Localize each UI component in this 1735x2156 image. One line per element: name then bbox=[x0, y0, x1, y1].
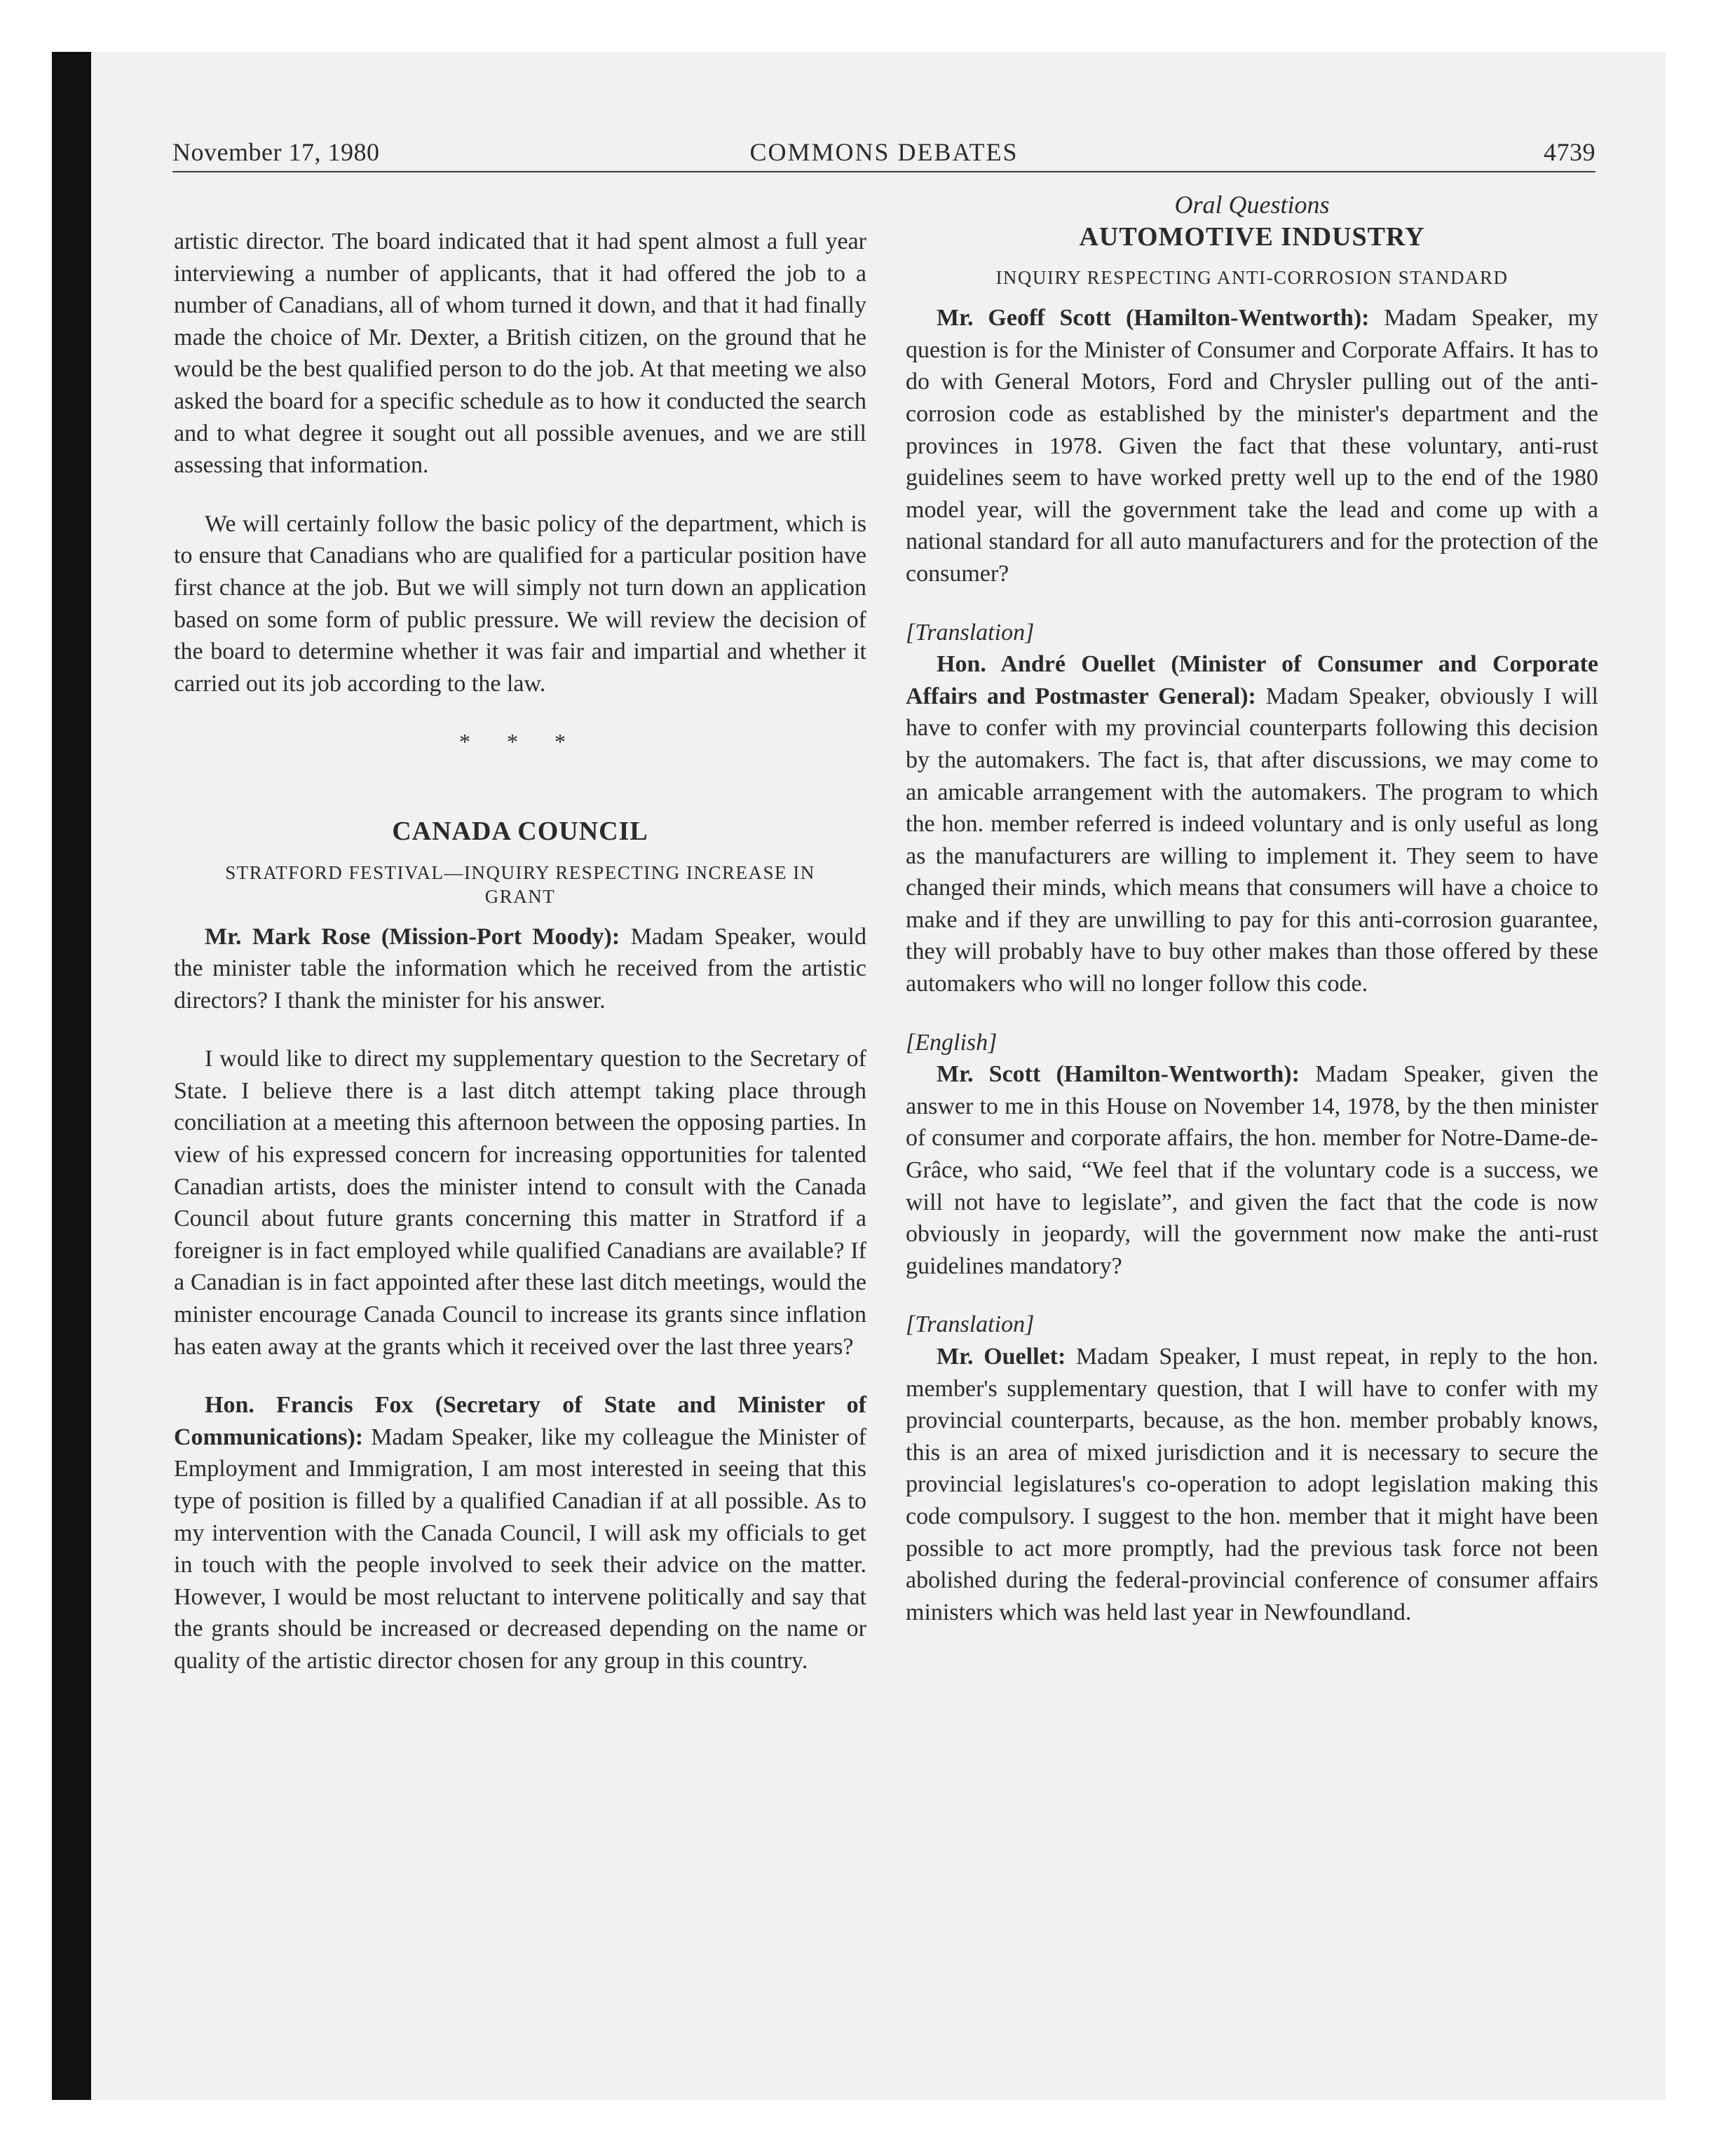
section-separator: * * * bbox=[459, 729, 581, 755]
speaker-scott: Mr. Scott (Hamilton-Wentworth): bbox=[937, 1061, 1300, 1088]
language-note-translation-2: [Translation] bbox=[906, 1311, 1035, 1338]
right-paragraph-4 bbox=[906, 1341, 1598, 1628]
section-title-canada-council: CANADA COUNCIL bbox=[392, 816, 648, 846]
right-paragraph-2 bbox=[906, 648, 1598, 1000]
sub-heading-anti-corrosion: INQUIRY RESPECTING ANTI-CORROSION STANDARD bbox=[995, 267, 1509, 289]
speaker-geoff-scott: Mr. Geoff Scott (Hamilton-Wentworth): bbox=[937, 305, 1370, 332]
section-title-automotive-industry: AUTOMOTIVE INDUSTRY bbox=[1079, 221, 1425, 252]
left-paragraph-1: artistic director. The board indicated that it had spent almost a full year interviewing a number of applicants, that it had offered the job to a number of Canadians, all of whom turned it down, and that it had finally made the choice of Mr. Dexter, a British citizen, on the ground that he would be the best qualified person to do the job. At that meeting we also asked the board for a specific schedule as to how it conducted the search and to what degree it sought out all possible avenues, and we are still assessing that information. bbox=[174, 228, 866, 479]
language-note-translation-1: [Translation] bbox=[906, 619, 1035, 646]
scan-border bbox=[52, 52, 91, 2100]
sub-heading-stratford: STRATFORD FESTIVAL—INQUIRY RESPECTING INCREASE IN GRANT bbox=[225, 861, 815, 907]
left-paragraph-3-text: Madam Speaker, would the minister table the information which he received from the artistic directors? I thank the minister for his answer. bbox=[174, 923, 866, 1014]
language-note-english: [English] bbox=[906, 1029, 998, 1056]
speaker-francis-fox: Hon. Francis Fox (Secretary of State and Minister of Communications): bbox=[174, 1392, 866, 1450]
document-page bbox=[91, 52, 1666, 2100]
speaker-mark-rose: Mr. Mark Rose (Mission-Port Moody): bbox=[205, 923, 620, 950]
left-paragraph-2: We will certainly follow the basic policy of the department, which is to ensure that Canadians who are qualified for a particular position have first chance at the job. But we will simply not turn down an application based on some form of public pressure. We will review the decision of the board to determine whether it was fair and impartial and whether it carried out its job according to the law. bbox=[174, 510, 866, 697]
page-header bbox=[172, 136, 1595, 172]
left-paragraph-3 bbox=[174, 921, 866, 1017]
right-paragraph-1-text: Madam Speaker, my question is for the Minister of Consumer and Corporate Affairs. It has to do with General Motors, Ford and Chrysler pulling out of the anti-corrosion code as established by the minister's department and the provinces in 1978. Given the fact that these voluntary, anti-rust guidelines seem to have worked pretty well up to the end of the 1980 model year, will the government take the lead and come up with a national standard for all auto manufacturers and for the protection of the consumer? bbox=[906, 305, 1598, 587]
header-title: COMMONS DEBATES bbox=[749, 138, 1019, 166]
rubric-oral-questions: Oral Questions bbox=[1174, 191, 1330, 219]
right-paragraph-3 bbox=[906, 1058, 1598, 1282]
left-paragraph-5 bbox=[174, 1389, 866, 1677]
right-paragraph-2-text: Madam Speaker, obviously I will have to confer with my provincial counterparts following this decision by the automakers. The fact is, that after discussions, we may come to an amicable arrangement with the automakers. The program to which the hon. member referred is indeed voluntary and is only useful as long as the manufacturers are willing to implement it. They seem to have changed their minds, which means that consumers will have a choice to make and if they are unwilling to pay for this anti-corrosion guarantee, they will probably have to buy other makes than those offered by these automakers who will no longer follow this code. bbox=[906, 683, 1598, 997]
right-paragraph-4-text: Madam Speaker, I must repeat, in reply to the hon. member's supplementary question, that I will have to confer with my provincial counterparts, because, as the hon. member probably knows, this is an area of mixed jurisdiction and it is necessary to secure the provincial legislatures's co-operation to adopt legislation making this code compulsory. I suggest to the hon. member that it might have been possible to act more promptly, had the previous task force not been abolished during the federal-provincial conference of consumer affairs ministers which was held last year in Newfoundland. bbox=[906, 1344, 1598, 1625]
right-column bbox=[906, 189, 1598, 1628]
header-page-number: 4739 bbox=[1544, 138, 1595, 166]
speaker-andre-ouellet: Hon. André Ouellet (Minister of Consumer and Corporate Affairs and Postmaster General): bbox=[906, 651, 1598, 709]
left-column bbox=[174, 226, 866, 1677]
right-paragraph-3-text: Madam Speaker, given the answer to me in this House on November 14, 1978, by the then minister of consumer and corporate affairs, the hon. member for Notre-Dame-de-Grâce, who said, “We feel that if the voluntary code is a success, we will not have to legislate”, and given the fact that the code is now obviously in jeopardy, will the government now make the anti-rust guidelines mandatory? bbox=[906, 1061, 1598, 1279]
header-date: November 17, 1980 bbox=[172, 138, 380, 166]
left-paragraph-4: I would like to direct my supplementary question to the Secretary of State. I believe there is a last ditch attempt taking place through conciliation at a meeting this afternoon between the opposing parties. In view of his expressed concern for increasing opportunities for talented Canadian artists, does the minister intend to consult with the Canada Council about future grants concerning this matter in Stratford if a foreigner is in fact employed while qualified Canadians are available? If a Canadian is in fact appointed after these last ditch meetings, would the minister encourage Canada Council to increase its grants since inflation has eaten away at the grants which it received over the last three years? bbox=[174, 1046, 866, 1360]
left-paragraph-5-text: Madam Speaker, like my colleague the Minister of Employment and Immigration, I am most interested in seeing that this type of position is filled by a qualified Canadian if at all possible. As to my intervention with the Canada Council, I will ask my officials to get in touch with the people involved to seek their advice on the matter. However, I would be most reluctant to intervene politically and say that the grants should be increased or decreased depending on the name or quality of the artistic director chosen for any group in this country. bbox=[174, 1424, 866, 1674]
right-paragraph-1 bbox=[906, 302, 1598, 589]
speaker-ouellet: Mr. Ouellet: bbox=[937, 1344, 1066, 1370]
